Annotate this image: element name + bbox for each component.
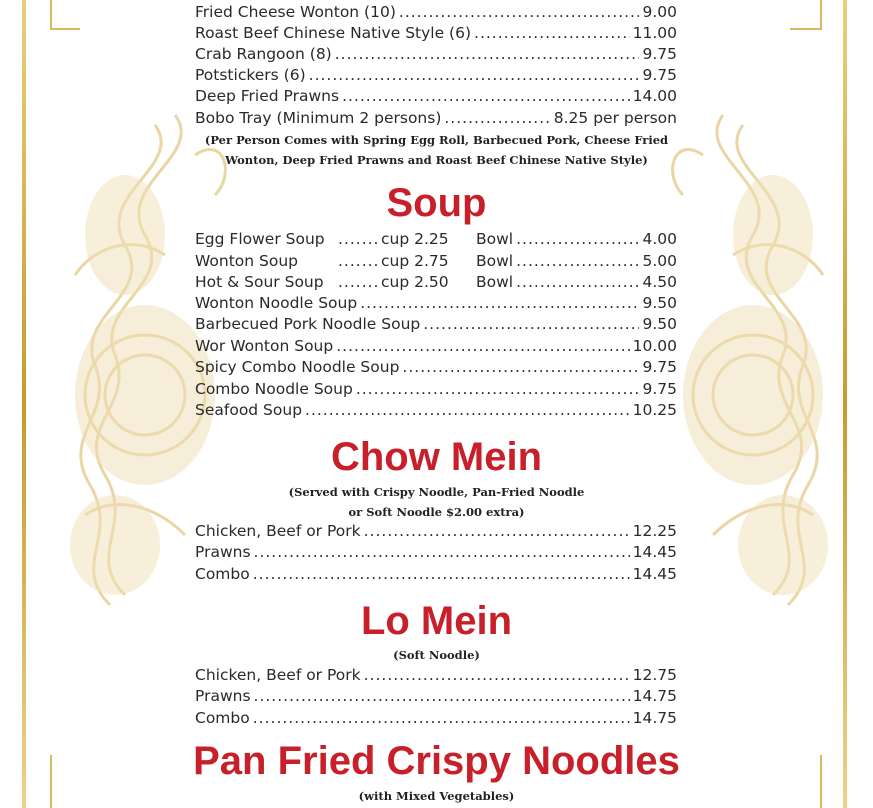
note-line: Wonton, Deep Fried Prawns and Roast Beef Chinese Native Style) (225, 153, 648, 167)
menu-item: Bobo Tray (Minimum 2 persons) ..... 8.25 per person (195, 108, 677, 129)
corner-ornament (50, 0, 52, 30)
menu-item: Chicken, Beef or Pork ..... 12.25 (195, 521, 677, 542)
section-title-soup: Soup (386, 181, 487, 225)
right-gold-border (843, 0, 847, 808)
lo-mein-note: (Soft Noodle) (393, 648, 480, 662)
menu-item: Combo ..... 14.75 (195, 708, 677, 729)
menu-item: Barbecued Pork Noodle Soup ..... 9.50 (195, 314, 677, 335)
menu-item: Prawns ..... 14.75 (195, 686, 677, 707)
section-title-pan-fried: Pan Fried Crispy Noodles (193, 739, 680, 783)
menu-item: Fried Cheese Wonton (10) ..... 9.00 (195, 2, 677, 23)
section-title-chow-mein: Chow Mein (330, 435, 543, 479)
note-line: (Served with Crispy Noodle, Pan-Fried Noodle (288, 485, 585, 499)
pan-fried-note: (with Mixed Vegetables) (358, 789, 515, 803)
soup-cup-item: Wonton Soup ..... cup 2.75 Bowl ..... 5.00 (195, 251, 677, 272)
section-title-lo-mein: Lo Mein (360, 599, 513, 643)
corner-ornament (50, 28, 80, 30)
menu-item: Prawns ..... 14.45 (195, 542, 677, 563)
bobo-tray-note (0, 130, 873, 170)
menu-item: Potstickers (6) ..... 9.75 (195, 65, 677, 86)
menu-item: Wor Wonton Soup ..... 10.00 (195, 336, 677, 357)
left-gold-border (22, 0, 26, 808)
menu-item: Roast Beef Chinese Native Style (6) ..... 11.00 (195, 23, 677, 44)
menu-item: Deep Fried Prawns ..... 14.00 (195, 86, 677, 107)
soup-cup-item: Egg Flower Soup ..... cup 2.25 Bowl ..... 4.00 (195, 229, 677, 250)
menu-item: Crab Rangoon (8) ..... 9.75 (195, 44, 677, 65)
corner-ornament (790, 28, 820, 30)
note-line: (Per Person Comes with Spring Egg Roll, Barbecued Pork, Cheese Fried (204, 133, 669, 147)
menu-item: Chicken, Beef or Pork ..... 12.75 (195, 665, 677, 686)
soup-cup-item: Hot & Sour Soup ..... cup 2.50 Bowl ..... 4.50 (195, 272, 677, 293)
chow-mein-note (0, 482, 873, 522)
corner-ornament (820, 0, 822, 30)
menu-item: Combo ..... 14.45 (195, 564, 677, 585)
menu-item: Seafood Soup ..... 10.25 (195, 400, 677, 421)
menu-item: Combo Noodle Soup ..... 9.75 (195, 379, 677, 400)
note-line: or Soft Noodle $2.00 extra) (348, 505, 525, 519)
menu-item: Spicy Combo Noodle Soup ..... 9.75 (195, 357, 677, 378)
menu-item: Wonton Noodle Soup ..... 9.50 (195, 293, 677, 314)
